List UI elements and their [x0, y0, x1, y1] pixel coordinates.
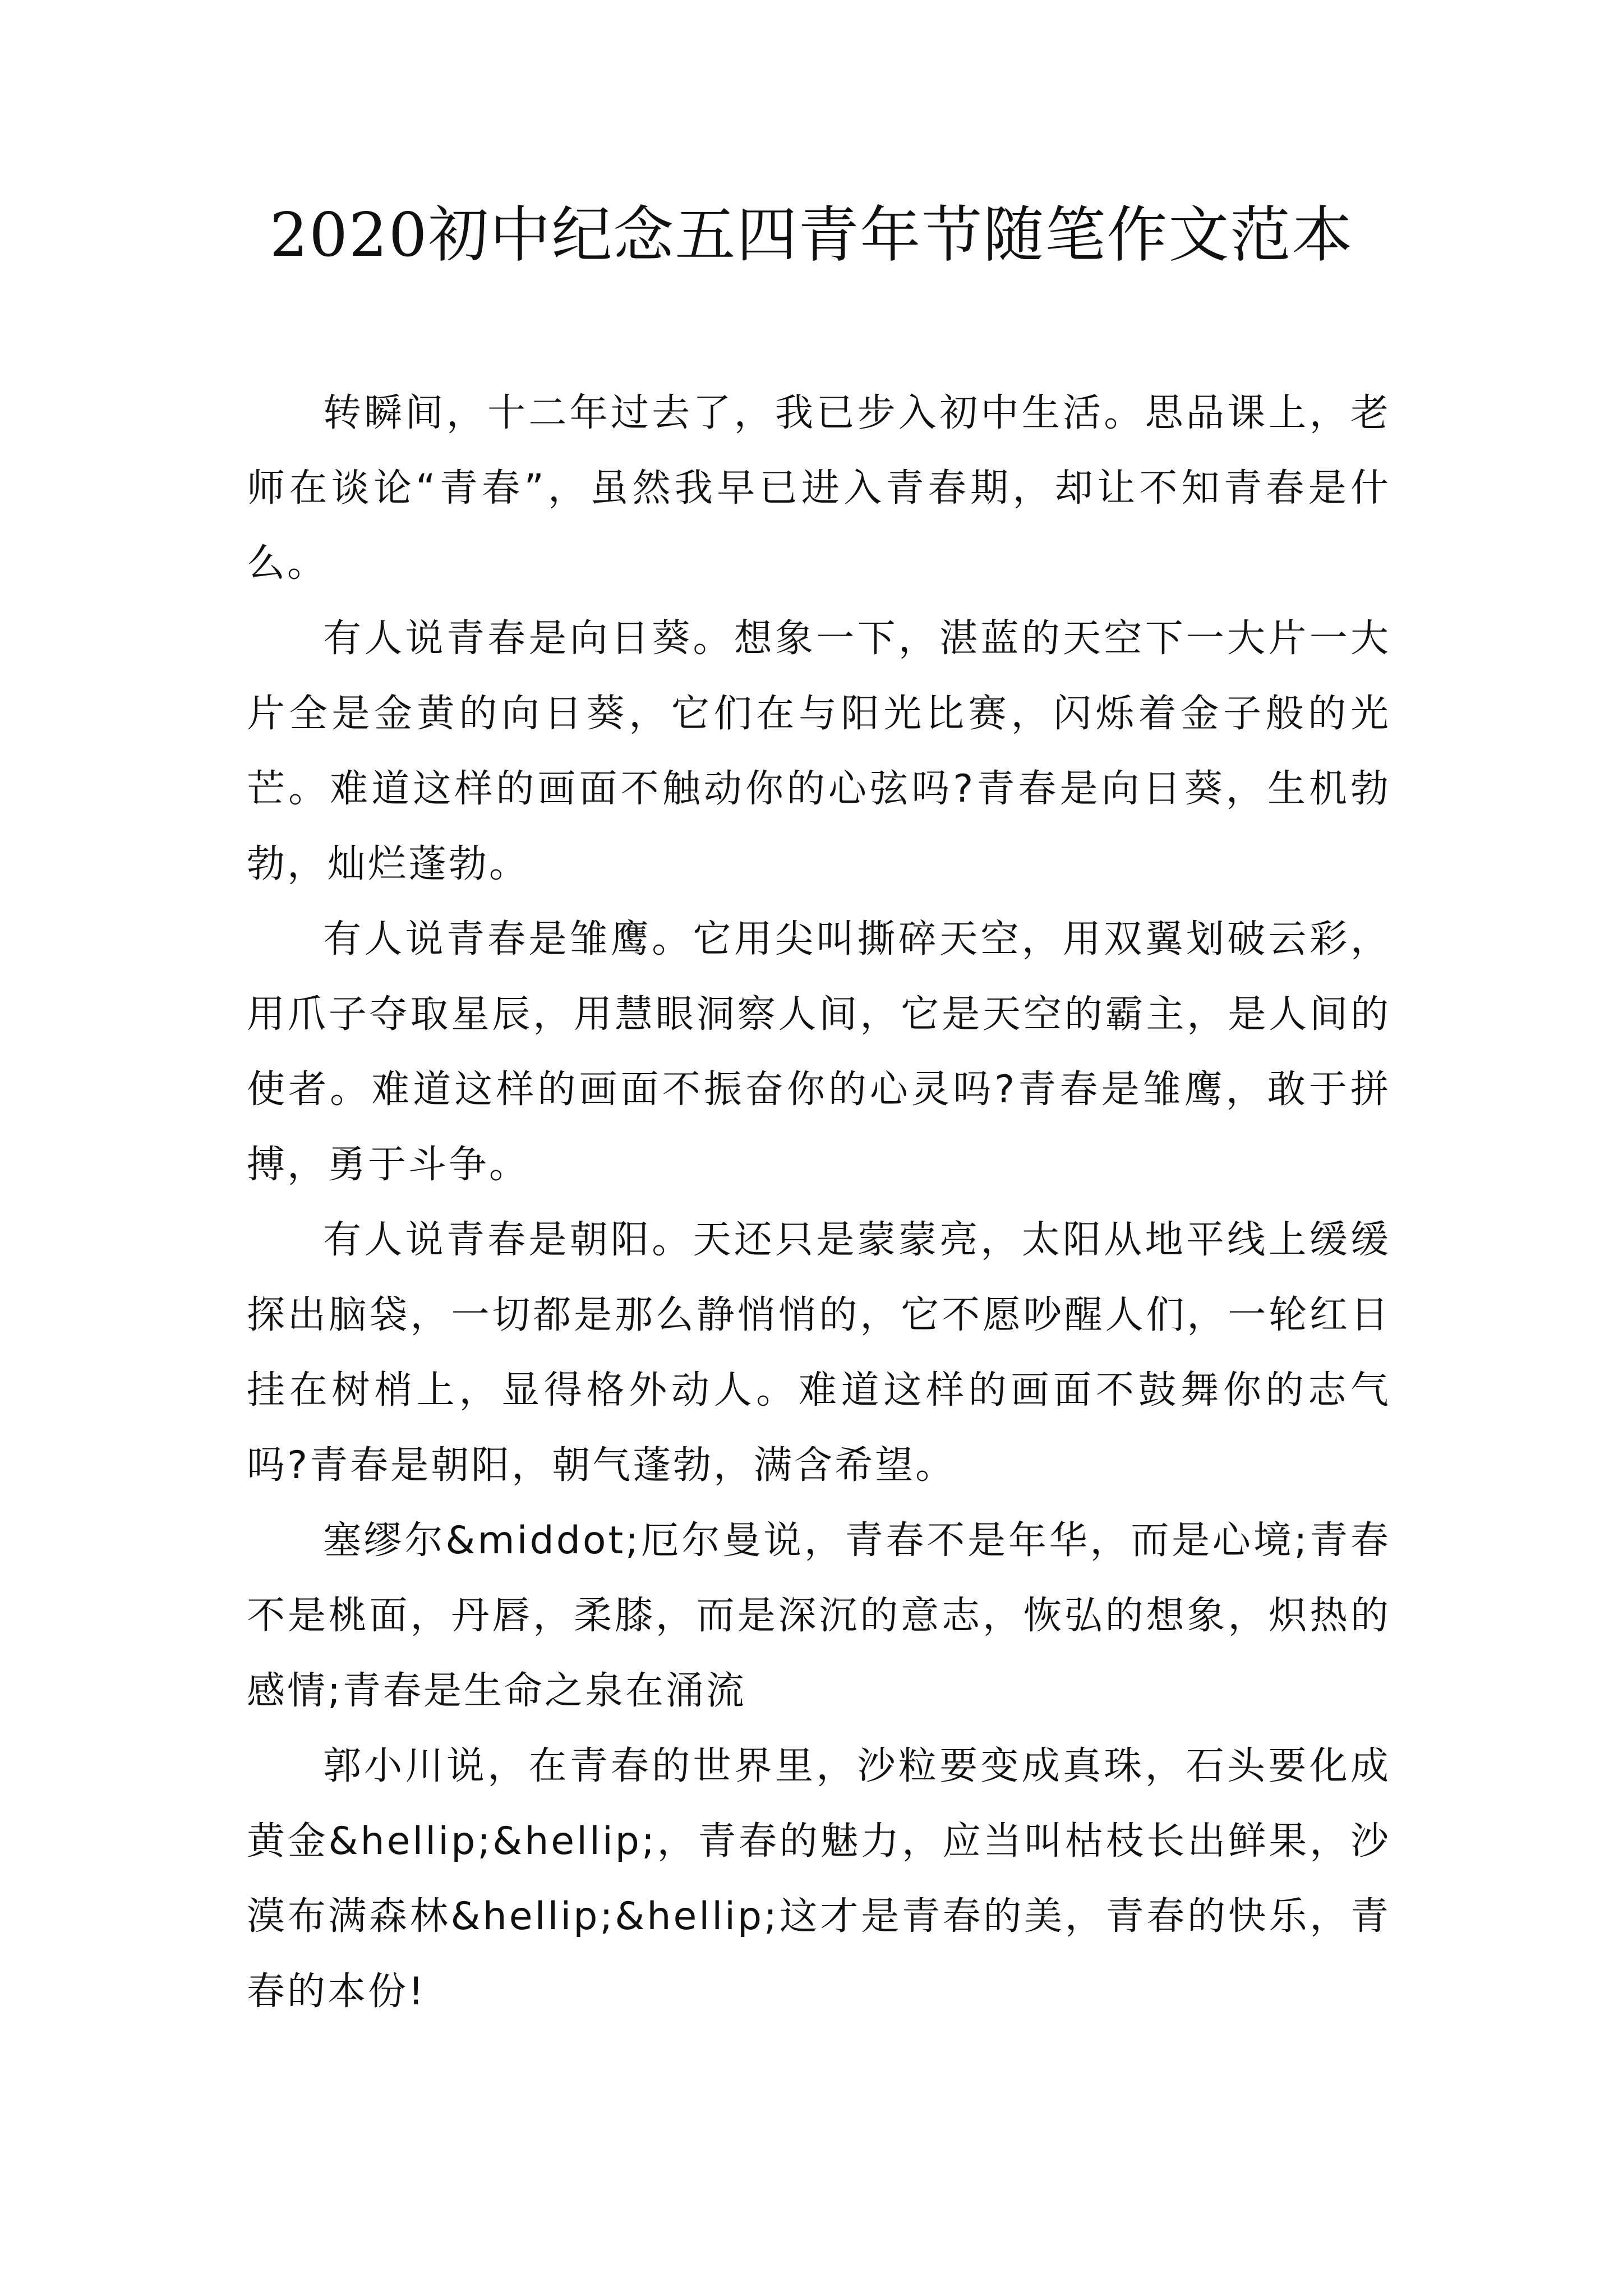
paragraph-3: 有人说青春是雏鹰。它用尖叫撕碎天空，用双翼划破云彩，用爪子夺取星辰，用慧眼洞察人间，它是天空的霸主，是人间的使者。难道这样的画面不振奋你的心灵吗?青春是雏鹰，敢于拼搏，勇于斗争。	[247, 917, 1391, 1187]
paragraph-5: 塞缪尔&middot;厄尔曼说，青春不是年华，而是心境;青春不是桃面，丹唇，柔膝，而是深沉的意志，恢弘的想象，炽热的感情;青春是生命之泉在涌流	[247, 1519, 1391, 1713]
document-body	[247, 376, 1391, 2030]
paragraph-1: 转瞬间，十二年过去了，我已步入初中生活。思品课上，老师在谈论“青春”，虽然我早已进入青春期，却让不知青春是什么。	[247, 391, 1391, 586]
document-title: 2020初中纪念五四青年节随笔作文范本	[269, 200, 1354, 270]
paragraph-6: 郭小川说，在青春的世界里，沙粒要变成真珠，石头要化成黄金&hellip;&hellip;，青春的魅力，应当叫枯枝长出鲜果，沙漠布满森林&hellip;&hellip;这才是青春的美，青春的快乐，青春的本份!	[247, 1744, 1391, 2014]
paragraph-4: 有人说青春是朝阳。天还只是蒙蒙亮，太阳从地平线上缓缓探出脑袋，一切都是那么静悄悄的，它不愿吵醒人们，一轮红日挂在树梢上，显得格外动人。难道这样的画面不鼓舞你的志气吗?青春是朝阳，朝气蓬勃，满含希望。	[247, 1218, 1391, 1488]
paragraph-2: 有人说青春是向日葵。想象一下，湛蓝的天空下一大片一大片全是金黄的向日葵，它们在与阳光比赛，闪烁着金子般的光芒。难道这样的画面不触动你的心弦吗?青春是向日葵，生机勃勃，灿烂蓬勃。	[247, 616, 1391, 886]
